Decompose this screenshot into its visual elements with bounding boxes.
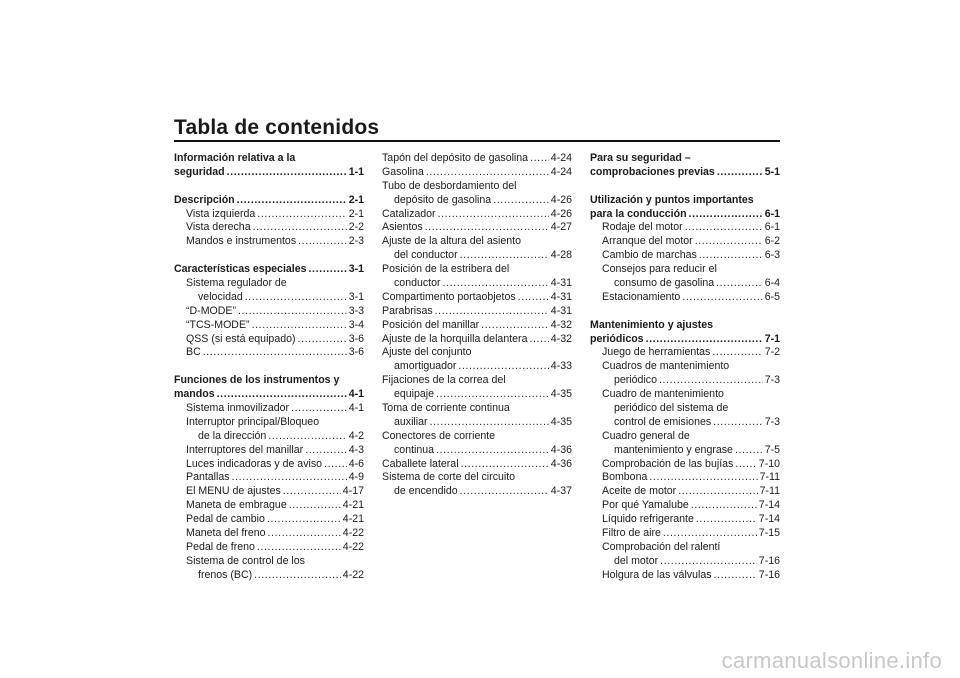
dot-leader [267,513,341,527]
page-number: 4-24 [550,152,572,164]
toc-entry[interactable] [590,221,780,235]
page-number: 3-4 [348,318,364,331]
dot-leader [689,208,763,222]
toc-entry[interactable] [590,458,780,472]
dot-leader [461,458,549,472]
toc-entry-title: Ajuste de la horquilla delantera [382,332,528,345]
dot-leader [713,416,763,430]
dot-leader [712,346,762,360]
dot-leader [436,388,549,402]
toc-entry-line: Tubo de desbordamiento del [382,179,517,192]
page-title: Tabla de contenidos [174,116,380,139]
toc-entry-line: Posición de la estribera del [382,263,510,276]
page-number: 3-6 [348,346,364,359]
toc-entry-title: Sistema inmovilizador [186,402,290,415]
toc-entry[interactable] [382,221,572,235]
dot-leader [460,249,549,263]
toc-entry-title: Rodaje del motor [602,221,683,234]
page-number: 6-3 [764,249,780,262]
dot-leader [735,444,763,458]
toc-entry[interactable] [174,333,364,347]
toc-entry-title: Pedal de freno [186,540,255,553]
dot-leader [237,194,347,208]
toc-column-1 [174,152,364,583]
toc-entry-title: auxiliar [394,415,428,428]
toc-entry-title: mantenimiento y engrase [614,443,733,456]
page-number: 3-1 [348,290,364,303]
toc-entry[interactable] [590,346,780,360]
toc-entry-title: periódicos [590,332,644,345]
dot-leader [238,305,347,319]
section-spacer [174,360,364,374]
watermark-footer: carmanualsonline.info [721,648,942,673]
toc-entry[interactable] [382,291,572,305]
toc-entry[interactable] [382,277,572,291]
page-number: 2-1 [348,193,364,206]
page-number: 4-35 [550,415,572,428]
toc-section-entry[interactable] [174,388,364,402]
page-number: 4-6 [348,457,364,470]
toc-entry-line: periódico del sistema de [614,402,729,415]
toc-entry-line: Sistema regulador de [186,277,287,290]
page-number: 4-31 [550,304,572,317]
dot-leader [735,458,756,472]
dot-leader [458,360,548,374]
toc-entry-title: amortiguador [394,360,457,373]
dot-leader [291,402,347,416]
dot-leader [717,166,763,180]
toc-entry-title: Maneta del freno [186,527,266,540]
toc-entry[interactable] [590,555,780,569]
dot-leader [257,541,341,555]
page-number: 7-10 [758,457,780,470]
page-number: 4-24 [550,165,572,178]
page-number: 4-26 [550,193,572,206]
toc-entry[interactable] [174,541,364,555]
toc-entry-line: Interruptor principal/Bloqueo [186,415,320,428]
dot-leader [436,444,549,458]
toc-entry-title: Caballete lateral [382,457,459,470]
page-number: 4-1 [348,402,364,415]
page-number: 4-22 [342,527,364,540]
page-number: 7-11 [759,485,780,498]
toc-entry-title: consumo de gasolina [614,277,715,290]
page-number: 2-3 [348,235,364,248]
toc-entry-line: Toma de corriente continua [382,402,510,415]
dot-leader [714,569,757,583]
toc-entry-title: seguridad [174,165,225,178]
page-number: 6-5 [764,290,780,303]
page-number: 6-4 [764,277,780,290]
toc-entry-title: Estacionamiento [602,290,681,303]
page-number: 7-1 [764,332,780,345]
toc-entry-line: Consejos para reducir el [602,263,717,276]
page-number: 3-3 [348,304,364,317]
toc-entry-title: del motor [614,554,659,567]
page-number: 2-1 [348,207,364,220]
toc-entry[interactable] [590,485,780,499]
page-number: 4-31 [550,290,572,303]
dot-leader [309,263,347,277]
dot-leader [529,333,548,347]
toc-entry-title: Características especiales [174,263,307,276]
page-number: 3-6 [348,332,364,345]
dot-leader [245,291,347,305]
page-number: 7-15 [758,527,780,540]
toc-entry[interactable] [382,485,572,499]
toc-entry-title: Pedal de cambio [186,513,265,526]
toc-entry[interactable] [382,333,572,347]
dot-leader [699,249,763,263]
toc-entry-title: Catalizador [382,207,436,220]
dot-leader [435,305,549,319]
toc-entry-title: “TCS-MODE” [186,318,250,331]
dot-leader [257,208,346,222]
page-number: 3-1 [348,263,364,276]
toc-entry[interactable] [174,513,364,527]
toc-entry[interactable] [174,305,364,319]
page-number: 7-11 [759,471,780,484]
page-number: 4-36 [550,443,572,456]
dot-leader [283,485,341,499]
toc-entry-title: periódico [614,374,657,387]
toc-entry-title: Vista izquierda [186,207,256,220]
page-number: 7-16 [758,568,780,581]
toc-entry-line: Conectores de corriente [382,429,496,442]
section-spacer [174,180,364,194]
page-number: 4-27 [550,221,572,234]
page-number: 7-3 [764,415,780,428]
dot-leader [682,291,762,305]
toc-section-heading: Mantenimiento y ajustes [590,318,714,331]
toc-entry[interactable] [382,444,572,458]
page-number: 4-1 [348,388,364,401]
dot-leader [268,430,346,444]
page-number: 4-36 [550,457,572,470]
toc-entry-title: Cambio de marchas [602,249,697,262]
page-number: 4-3 [348,443,364,456]
toc-entry[interactable] [590,471,780,485]
page-number: 7-14 [758,499,780,512]
section-spacer [590,305,780,319]
dot-leader [324,458,347,472]
toc-entry[interactable] [590,291,780,305]
toc-entry[interactable] [382,319,572,333]
toc-section-heading: Para su seguridad – [590,152,691,164]
toc-entry-title: Luces indicadoras y de aviso [186,457,323,470]
toc-entry[interactable] [174,208,364,222]
dot-leader [430,416,549,430]
toc-entry-title: Vista derecha [186,221,251,234]
section-spacer [590,180,780,194]
toc-entry[interactable] [382,360,572,374]
dot-leader [438,208,549,222]
toc-entry[interactable] [382,166,572,180]
toc-entry[interactable] [174,402,364,416]
dot-leader [695,235,763,249]
toc-entry-title: de la dirección [198,429,267,442]
toc-entry-title: Por qué Yamalube [602,499,689,512]
page-number: 4-28 [550,249,572,262]
dot-leader [298,235,347,249]
toc-entry-title: QSS (si está equipado) [186,332,296,345]
toc-entry-title: Filtro de aire [602,527,661,540]
dot-leader [217,388,347,402]
toc-entry-title: Aceite de motor [602,485,677,498]
toc-entry[interactable] [590,235,780,249]
toc-entry-title: El MENU de ajustes [186,485,281,498]
page-number: 4-32 [550,332,572,345]
toc-entry-line: Sistema de control de los [186,554,305,567]
page-number: 4-9 [348,471,364,484]
toc-entry-title: Gasolina [382,165,424,178]
section-spacer [174,249,364,263]
toc-entry[interactable] [174,569,364,583]
page-number: 4-33 [550,360,572,373]
toc-entry-line: Cuadros de mantenimiento [602,360,730,373]
toc-entry-title: Interruptores del manillar [186,443,304,456]
toc-entry[interactable] [590,527,780,541]
dot-leader [660,555,757,569]
page-number: 4-22 [342,568,364,581]
toc-entry-title: Pantallas [186,471,230,484]
toc-entry-title: Maneta de embrague [186,499,287,512]
dot-leader [685,221,763,235]
toc-entry[interactable] [174,235,364,249]
toc-entry-title: Compartimento portaobjetos [382,290,516,303]
page-number: 4-37 [550,485,572,498]
toc-entry-title: “D-MODE” [186,304,237,317]
toc-entry-title: BC [186,346,201,359]
toc-entry[interactable] [590,499,780,513]
dot-leader [232,471,347,485]
page-number: 4-32 [550,318,572,331]
page-number: 7-2 [764,346,780,359]
page-number: 1-1 [348,165,364,178]
page-number: 7-16 [758,554,780,567]
page-number: 4-17 [342,485,364,498]
dot-leader [691,499,757,513]
toc-entry-title: conductor [394,277,441,290]
toc-entry[interactable] [174,346,364,360]
toc-section-entry[interactable] [174,166,364,180]
page-number: 7-5 [764,443,780,456]
toc-entry-title: control de emisiones [614,415,712,428]
toc-column-2 [382,152,572,499]
page-number: 6-1 [764,207,780,220]
toc-entry-title: continua [394,443,435,456]
toc-entry-title: Bombona [602,471,648,484]
toc-entry[interactable] [382,388,572,402]
page-number: 5-1 [764,165,780,178]
toc-entry-title: de encendido [394,485,458,498]
toc-entry-line: Fijaciones de la correa del [382,374,506,387]
toc-entry[interactable] [174,291,364,305]
page-number: 4-2 [348,429,364,442]
page-number: 4-35 [550,388,572,401]
toc-entry-title: Descripción [174,193,235,206]
toc-entry-title: para la conducción [590,207,687,220]
toc-entry-title: Parabrisas [382,304,433,317]
toc-entry-line: Ajuste del conjunto [382,346,472,359]
toc-entry-title: Arranque del motor [602,235,693,248]
toc-entry[interactable] [382,305,572,319]
page-number: 4-21 [342,513,364,526]
page-number: 7-14 [758,513,780,526]
toc-entry[interactable] [382,208,572,222]
toc-column-3 [590,152,780,583]
page-number: 6-2 [764,235,780,248]
dot-leader [298,333,347,347]
dot-leader [227,166,347,180]
toc-section-entry[interactable] [174,194,364,208]
toc-entry-line: Comprobación del ralentí [602,540,721,553]
toc-entry-title: Líquido refrigerante [602,513,694,526]
toc-entry-title: Mandos e instrumentos [186,235,297,248]
dot-leader [481,319,549,333]
page-number: 4-31 [550,277,572,290]
toc-section-heading: Funciones de los instrumentos y [174,374,340,387]
toc-entry[interactable] [174,444,364,458]
toc-entry-line: Sistema de corte del circuito [382,471,516,484]
dot-leader [646,333,763,347]
toc-section-entry[interactable] [590,333,780,347]
title-divider [174,140,780,142]
toc-entry[interactable] [174,430,364,444]
toc-entry-title: Asientos [382,221,423,234]
toc-entry-title: velocidad [198,290,243,303]
dot-leader [493,194,549,208]
toc-entry-title: mandos [174,388,215,401]
toc-entry[interactable] [590,569,780,583]
toc-entry[interactable] [590,416,780,430]
dot-leader [305,444,347,458]
dot-leader [203,346,347,360]
toc-entry[interactable] [590,249,780,263]
toc-entry[interactable] [174,221,364,235]
page-number: 7-3 [764,374,780,387]
toc-entry[interactable] [590,513,780,527]
toc-entry-title: depósito de gasolina [394,193,492,206]
toc-section-entry[interactable] [174,263,364,277]
toc-entry[interactable] [382,458,572,472]
dot-leader [254,569,341,583]
toc-entry-line: Cuadro general de [602,429,690,442]
page-number: 4-21 [342,499,364,512]
toc-entry[interactable] [382,249,572,263]
page-number: 4-22 [342,540,364,553]
toc-entry[interactable] [174,458,364,472]
toc-entry[interactable] [590,444,780,458]
toc-entry[interactable] [590,277,780,291]
toc-section-heading: Utilización y puntos importantes [590,193,754,206]
toc-section-entry[interactable] [590,166,780,180]
toc-section-heading: Información relativa a la [174,152,296,164]
toc-entry-title: equipaje [394,388,435,401]
dot-leader [530,152,549,166]
toc-section-entry[interactable] [590,208,780,222]
page-number: 6-1 [764,221,780,234]
dot-leader [252,319,347,333]
dot-leader [696,513,757,527]
toc-entry-title: frenos (BC) [198,568,253,581]
toc-entry-line: Ajuste de la altura del asiento [382,235,521,248]
toc-entry[interactable] [174,499,364,513]
dot-leader [663,527,757,541]
page-number: 2-2 [348,221,364,234]
page-number: 4-26 [550,207,572,220]
toc-entry[interactable] [174,485,364,499]
toc-entry-title: comprobaciones previas [590,165,715,178]
toc-entry-title: Tapón del depósito de gasolina [382,152,529,164]
dot-leader [716,277,763,291]
dot-leader [289,499,341,513]
toc-entry[interactable] [174,471,364,485]
dot-leader [649,471,757,485]
toc-entry[interactable] [174,527,364,541]
toc-entry-title: del conductor [394,249,458,262]
toc-entry-title: Posición del manillar [382,318,480,331]
toc-entry[interactable] [382,194,572,208]
dot-leader [426,166,549,180]
dot-leader [268,527,341,541]
dot-leader [443,277,549,291]
toc-entry[interactable] [382,416,572,430]
dot-leader [460,485,549,499]
toc-entry-title: Juego de herramientas [602,346,711,359]
toc-entry-title: Comprobación de las bujías [602,457,734,470]
toc-entry[interactable] [590,374,780,388]
toc-entry[interactable] [174,319,364,333]
dot-leader [659,374,763,388]
dot-leader [518,291,549,305]
dot-leader [425,221,549,235]
dot-leader [253,221,347,235]
toc-entry-title: Holgura de las válvulas [602,568,712,581]
dot-leader [678,485,757,499]
toc-entry-line: Cuadro de mantenimiento [602,388,724,401]
toc-entry[interactable] [382,152,572,166]
